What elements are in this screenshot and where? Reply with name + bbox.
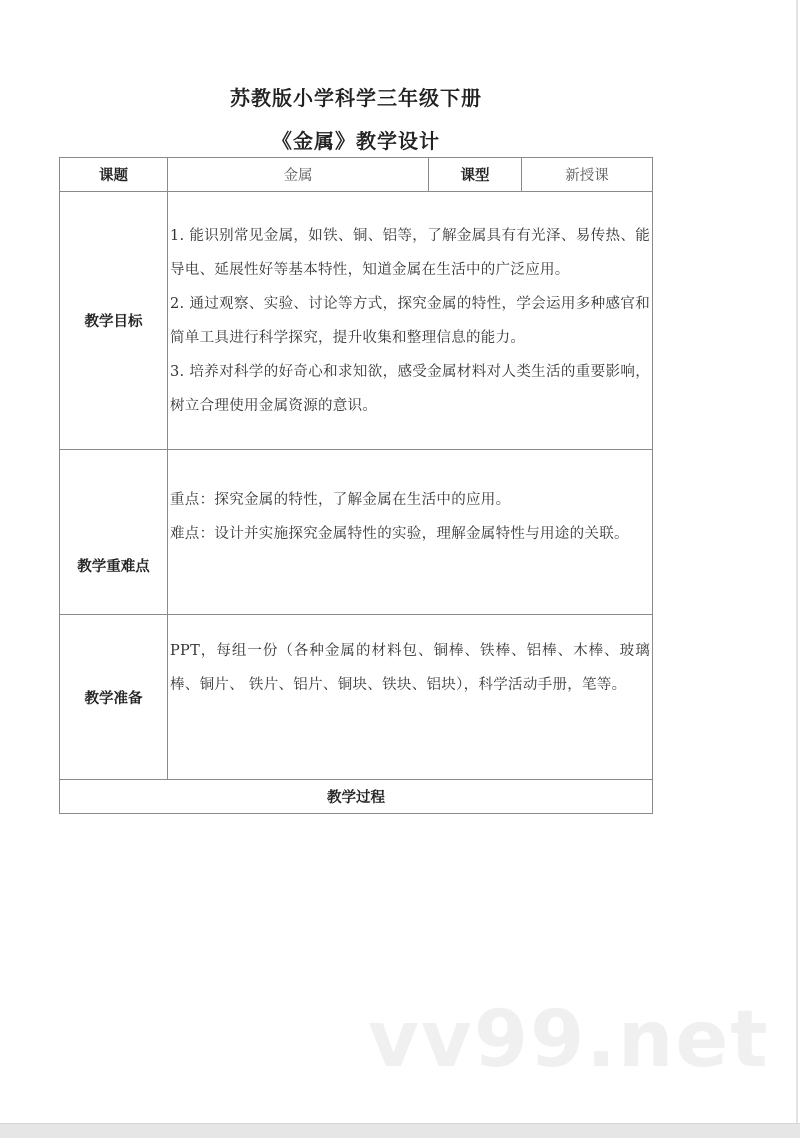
difficulty-text: 难点：设计并实施探究金属特性的实验，理解金属特性与用途的关联。 [170, 526, 629, 542]
objectives-row [60, 192, 653, 450]
lesson-type-label: 课型 [429, 158, 522, 192]
key-point-text: 重点：探究金属的特性，了解金属在生活中的应用。 [170, 492, 511, 508]
objectives-content [168, 192, 653, 450]
preparation-row [60, 615, 653, 780]
topic-value: 金属 [168, 158, 429, 192]
document-title: 苏教版小学科学三年级下册 [230, 86, 482, 110]
page-right-edge [796, 0, 798, 1123]
objectives-label: 教学目标 [60, 192, 168, 450]
lesson-plan-table [59, 157, 653, 814]
objective-item: 3. 培养对科学的好奇心和求知欲，感受金属材料对人类生活的重要影响，树立合理使用金属资源的意识。 [170, 363, 650, 414]
preparation-label: 教学准备 [60, 615, 168, 780]
preparation-text: PPT，每组一份（各种金属的材料包、铜棒、铁棒、铝棒、木棒、玻璃棒、铜片、 铁片、铝片、铜块、铁块、铝块），科学活动手册，笔等。 [170, 643, 650, 693]
objective-item: 2. 通过观察、实验、讨论等方式，探究金属的特性，学会运用多种感官和简单工具进行科学探究，提升收集和整理信息的能力。 [170, 295, 650, 346]
lesson-type-value: 新授课 [522, 158, 653, 192]
objective-item: 1. 能识别常见金属，如铁、铜、铝等，了解金属具有有光泽、易传热、能导电、延展性好等基本特性，知道金属在生活中的广泛应用。 [170, 227, 650, 278]
process-label: 教学过程 [60, 780, 653, 814]
header-row [60, 158, 653, 192]
preparation-content [168, 615, 653, 780]
key-points-content [168, 450, 653, 615]
key-points-label: 教学重难点 [60, 450, 168, 615]
topic-label: 课题 [60, 158, 168, 192]
key-points-row [60, 450, 653, 615]
process-row [60, 780, 653, 814]
page-bottom-edge [0, 1123, 800, 1138]
watermark: vv99.net [368, 995, 770, 1085]
document-subtitle: 《金属》教学设计 [272, 129, 440, 153]
